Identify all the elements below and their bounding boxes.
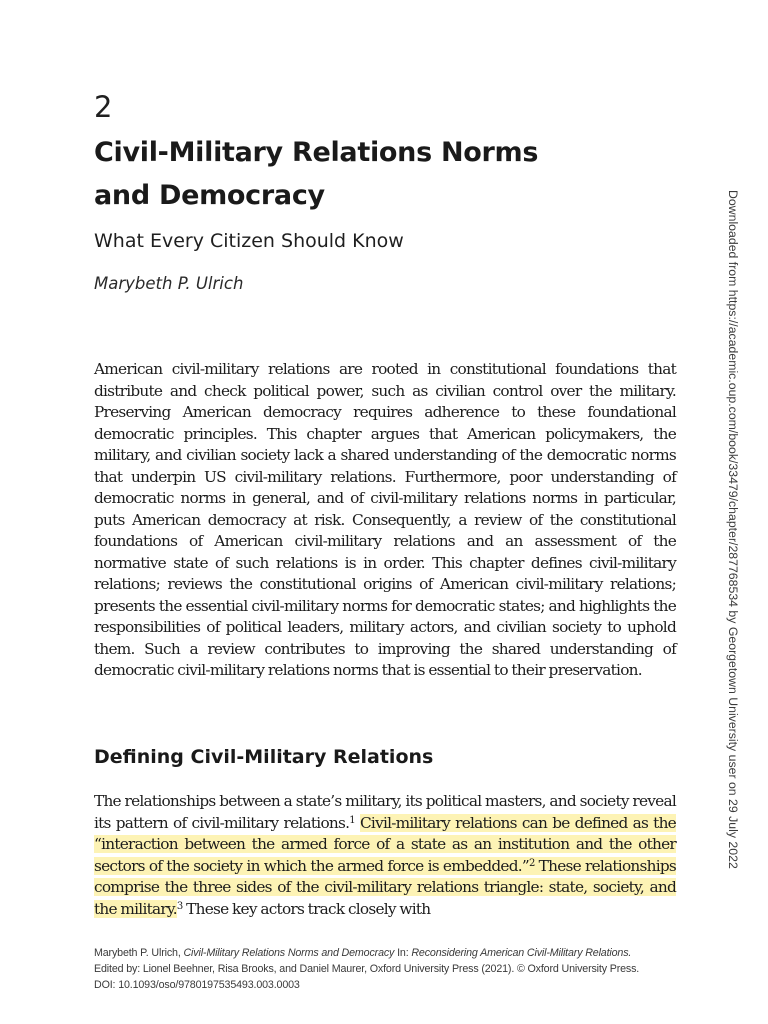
- chapter-title-line-2: and Democracy: [94, 180, 325, 211]
- chapter-title-line-1: Civil-Military Relations Norms: [94, 137, 539, 168]
- paragraph-text-end: These key actors track closely with: [186, 899, 431, 918]
- paragraph-text-start: The relationships between a state’s military, its political masters, and society reveal its pattern of civil-military relations.: [94, 792, 676, 832]
- citation-line-1: [94, 945, 639, 961]
- section-heading: Defining Civil-Military Relations: [94, 746, 434, 768]
- chapter-number: 2: [94, 90, 113, 124]
- highlight-text-1: Civil-military relations can be defined as the “interaction between the armed force of a state as an institution and the other sectors of the society in which the armed force is embedded.”: [94, 813, 676, 875]
- footnote-ref-1[interactable]: 1: [349, 814, 355, 826]
- citation-doi[interactable]: DOI: 10.1093/oso/9780197535493.003.0003: [94, 979, 300, 991]
- footnote-ref-3[interactable]: 3: [176, 900, 183, 912]
- citation-book-title: Reconsidering American Civil-Military Relations.: [411, 947, 632, 959]
- chapter-subtitle: What Every Citizen Should Know: [94, 230, 404, 252]
- chapter-title: [94, 131, 564, 217]
- footnote-ref-2[interactable]: 2: [528, 857, 535, 869]
- citation-chapter-title: Civil-Military Relations Norms and Democracy: [183, 947, 395, 959]
- citation-author: Marybeth P. Ulrich,: [94, 947, 181, 959]
- section-paragraph: [94, 791, 676, 920]
- citation-in-label: In:: [397, 947, 409, 959]
- highlight-text-2: These relationships comprise the three sides of the civil-military relations triangle: state, society, and the military.: [94, 856, 676, 918]
- chapter-author: Marybeth P. Ulrich: [94, 274, 244, 293]
- download-watermark: Downloaded from https://academic.oup.com/book/33479/chapter/287768534 by Georgetown University user on 29 July 2022: [726, 190, 740, 869]
- citation-footer: [94, 945, 639, 993]
- chapter-abstract: American civil-military relations are rooted in constitutional foundations that distribute and check political power, such as civilian control over the military. Preserving American democracy requires adherence to these foundational democratic principles. This chapter argues that American policymakers, the military, and civilian society lack a shared understanding of the democratic norms that underpin US civil-military relations. Furthermore, poor understanding of democratic norms in general, and of civil-military relations norms in particular, puts American democracy at risk. Consequently, a review of the constitutional foundations of American civil-military relations and an assessment of the normative state of such relations is in order. This chapter defines civil-military relations; reviews the constitutional origins of American civil-military relations; presents the essential civil-military norms for democratic states; and highlights the responsibilities of political leaders, military actors, and civilian society to uphold them. Such a review contributes to improving the shared understanding of democratic civil-military relations norms that is essential to their preservation.: [94, 360, 676, 679]
- citation-line-2: Edited by: Lionel Beehner, Risa Brooks, and Daniel Maurer, Oxford University Press (2021). © Oxford University Press.: [94, 963, 640, 975]
